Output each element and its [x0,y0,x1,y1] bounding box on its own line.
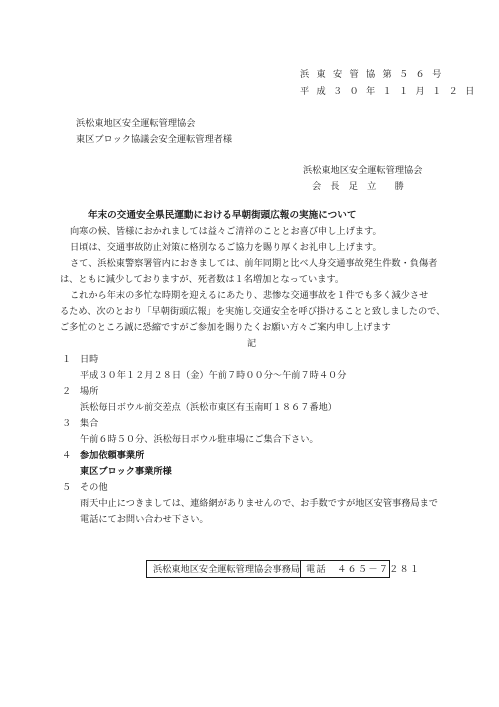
sender-name: 会 長 足 立 勝 [312,181,404,192]
sender-org: 浜松東地区安全運転管理協会 [303,165,423,176]
item-heading: 参加依頼事業所 [80,450,145,461]
item-number: ２ [62,386,72,397]
contact-phone: 電話 ４６５－７２８１ [306,564,421,575]
item-heading: 場所 [80,386,99,397]
recipient-line-2: 東区ブロック協議会安全運転管理者様 [76,134,233,145]
recipient-line-1: 浜松東地区安全運転管理協会 [76,118,196,129]
body-line: ご多忙のところ誠に恐縮ですがご参加を賜りたくお願い方々ご案内申し上げます [60,322,391,333]
item-number: ４ [62,450,72,461]
contact-org: 浜松東地区安全運転管理協会事務局 [147,561,301,577]
item-detail: 電話にてお問い合わせ下さい。 [80,514,209,525]
item-detail: 浜松毎日ボウル前交差点（浜松市東区有玉南町１８６７番地） [80,402,337,413]
contact-box [146,560,421,578]
ki-mark: 記 [247,338,257,349]
item-heading: 集合 [80,418,99,429]
item-detail: 雨天中止につきましては、連絡網がありませんので、お手数ですが地区安管事務局まで [80,498,438,509]
body-line: 向寒の候、皆様におかれましては益々ご清祥のこととお喜び申し上げます。 [70,226,382,237]
item-number: １ [62,354,72,365]
item-heading: その他 [80,482,108,493]
document-number: 浜 東 安 管 協 第 ５ ６ 号 [300,69,444,80]
body-line: るため、次のとおり「早朝街頭広報」を実施し交通安全を呼び掛けることと致しましたので、 [60,306,446,317]
body-line: これから年末の多忙な時期を迎えるにあたり、悲惨な交通事故を１件でも多く減少させ [70,290,429,301]
body-line: は、ともに減少しておりますが、死者数は１名増加となっています。 [60,274,345,285]
document-date: 平 成 ３ ０ 年 １ １ 月 １ ２ 日 [300,86,477,97]
item-detail: 東区ブロック事業所様 [80,466,172,477]
item-detail: 午前６時５０分、浜松毎日ボウル駐車場にご集合下さい。 [80,434,319,445]
body-line: 日頃は、交通事故防止対策に格別なるご協力を賜り厚くお礼申し上げます。 [70,242,382,253]
item-number: ３ [62,418,72,429]
item-heading: 日時 [80,354,99,365]
item-detail: 平成３０年１２月２８日（金）午前７時００分～午前７時４０分 [80,370,347,381]
item-number: ５ [62,482,72,493]
body-line: さて、浜松東警察署管内におきましては、前年同期と比べ人身交通事故発生件数・負傷者 [70,258,438,269]
document-title: 年末の交通安全県民運動における早朝街頭広報の実施について [88,210,357,221]
